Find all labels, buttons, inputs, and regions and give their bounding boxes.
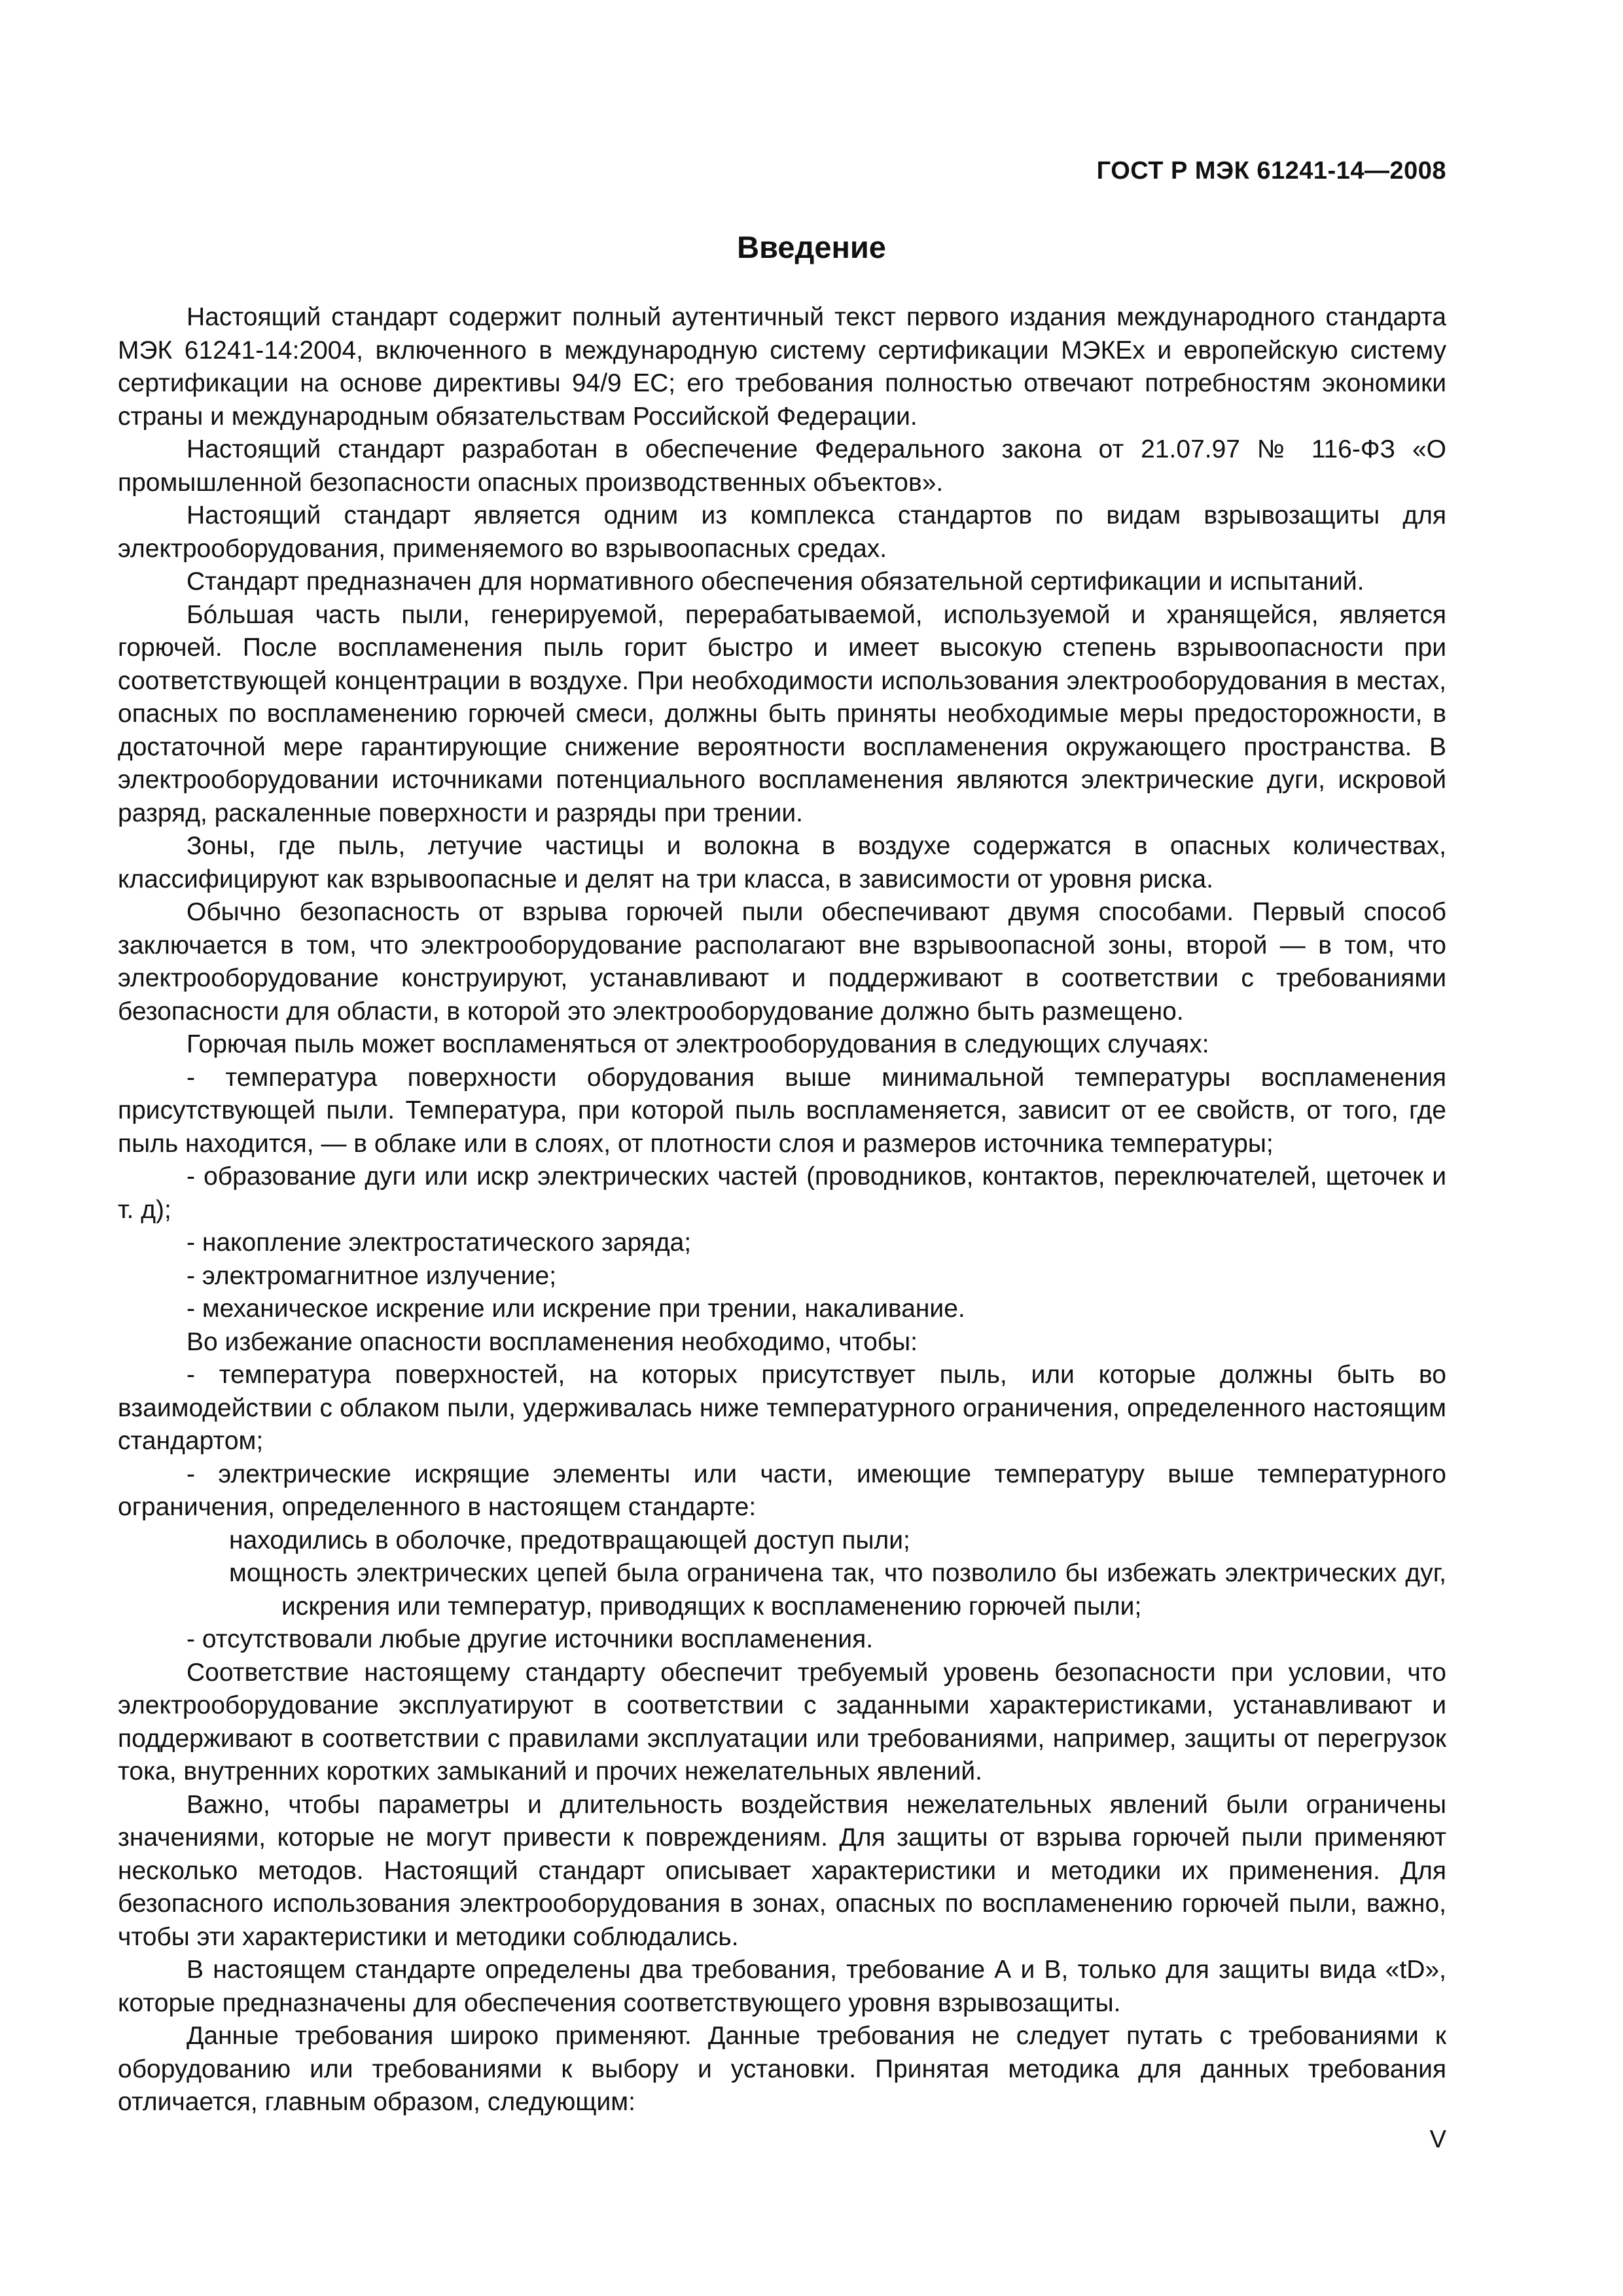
paragraph-3: Настоящий стандарт является одним из комплекса стандартов по видам взрывозащиты для электрооборудования, применяемого во взрывоопасных средах. xyxy=(118,501,1446,563)
paragraph-6: Зоны, где пыль, летучие частицы и волокна в воздухе содержатся в опасных количествах, классифицируют как взрывоопасные и делят на три класса, в зависимости от уровня риска. xyxy=(118,832,1446,893)
list-item-4: - электромагнитное излучение; xyxy=(187,1261,557,1290)
list-item-2: - образование дуги или искр электрических частей (проводников, контактов, переключателей, щеточек и т. д); xyxy=(118,1162,1446,1224)
paragraph-7: Обычно безопасность от взрыва горючей пыли обеспечивают двумя способами. Первый способ заключается в том, что электрооборудование располагают вне взрывоопасной зоны, второй — в том, что электрооборудование конструируют, устанавливают и поддерживают в соответствии с требованиями безопасности для области, в которой это электрооборудование должно быть размещено. xyxy=(118,898,1446,1026)
paragraph-5: Бóльшая часть пыли, генерируемой, перерабатываемой, используемой и хранящейся, является горючей. После воспламенения пыль горит быстро и имеет высокую степень взрывоопасности при соответствующей концентрации в воздухе. При необходимости использования электрооборудования в местах, опасных по воспламенению горючей смеси, должны быть приняты необходимые меры предосторожности, в достаточной мере гарантирующие снижение вероятности воспламенения окружающего пространства. В электрооборудовании источниками потенциального воспламенения являются электрические дуги, искровой разряд, раскаленные поверхности и разряды при трении. xyxy=(118,600,1446,827)
paragraph-4: Стандарт предназначен для нормативного обеспечения обязательной сертификации и испытаний. xyxy=(187,567,1364,596)
page-number: V xyxy=(1429,2126,1446,2153)
paragraph-11: Важно, чтобы параметры и длительность воздействия нежелательных явлений были ограничены значениями, которые не могут привести к повреждениям. Для защиты от взрыва горючей пыли применяют несколько методов. Настоящий стандарт описывает характеристики и методики их применения. Для безопасного использования электрооборудования в зонах, опасных по воспламенению горючей пыли, важно, чтобы эти характеристики и методики соблюдались. xyxy=(118,1790,1446,1951)
sub-list-item-1: находились в оболочке, предотвращающей доступ пыли; xyxy=(229,1526,910,1554)
sub-list-item-2: мощность электрических цепей была ограничена так, что позволило бы избежать электрических дуг, искрения или температур, приводящих к воспламенению горючей пыли; xyxy=(229,1559,1446,1621)
list-item-1: - температура поверхности оборудования выше минимальной температуры воспламенения присутствующей пыли. Температура, при которой пыль воспламеняется, зависит от ее свойств, от того, где пыль находится, — в облаке или в слоях, от плотности слоя и размеров источника температуры; xyxy=(118,1063,1446,1158)
paragraph-9: Во избежание опасности воспламенения необходимо, чтобы: xyxy=(187,1327,918,1356)
paragraph-2: Настоящий стандарт разработан в обеспечение Федерального закона от 21.07.97 № 116-ФЗ «О промышленной безопасности опасных производственных объектов». xyxy=(118,435,1446,497)
list-item-8: - отсутствовали любые другие источники воспламенения. xyxy=(187,1625,874,1653)
paragraph-1: Настоящий стандарт содержит полный аутентичный текст первого издания международного стандарта МЭК 61241-14:2004, включенного в международную систему сертификации МЭКЕх и европейскую систему сертификации на основе директивы 94/9 ЕС; его требования полностью отвечают потребностям экономики страны и международным обязательствам Российской Федерации. xyxy=(118,303,1446,431)
paragraph-12: В настоящем стандарте определены два требования, требование А и В, только для защиты вида «tD», которые предназначены для обеспечения соответствующего уровня взрывозащиты. xyxy=(118,1956,1446,2017)
section-title: Введение xyxy=(737,230,886,264)
paragraph-10: Соответствие настоящему стандарту обеспечит требуемый уровень безопасности при условии, что электрооборудование эксплуатируют в соответствии с заданными характеристиками, устанавливают и поддерживают в соответствии с правилами эксплуатации или требованиями, например, защиты от перегрузок тока, внутренних коротких замыканий и прочих нежелательных явлений. xyxy=(118,1658,1446,1785)
paragraph-8: Горючая пыль может воспламеняться от электрооборудования в следующих случаях: xyxy=(187,1030,1209,1058)
list-item-3: - накопление электростатического заряда; xyxy=(187,1229,692,1257)
document-body xyxy=(118,301,1446,2119)
list-item-5: - механическое искрение или искрение при трении, накаливание. xyxy=(187,1295,965,1323)
list-item-6: - температура поверхностей, на которых присутствует пыль, или которые должны быть во взаимодействии с облаком пыли, удерживалась ниже температурного ограничения, определенного настоящим стандартом; xyxy=(118,1361,1446,1455)
paragraph-13: Данные требования широко применяют. Данные требования не следует путать с требованиями к оборудованию или требованиями к выбору и установки. Принятая методика для данных требования отличается, главным образом, следующим: xyxy=(118,2022,1446,2116)
list-item-7: - электрические искрящие элементы или части, имеющие температуру выше температурного ограничения, определенного в настоящем стандарте: xyxy=(118,1460,1446,1521)
document-code-header: ГОСТ Р МЭК 61241-14—2008 xyxy=(1096,157,1446,185)
